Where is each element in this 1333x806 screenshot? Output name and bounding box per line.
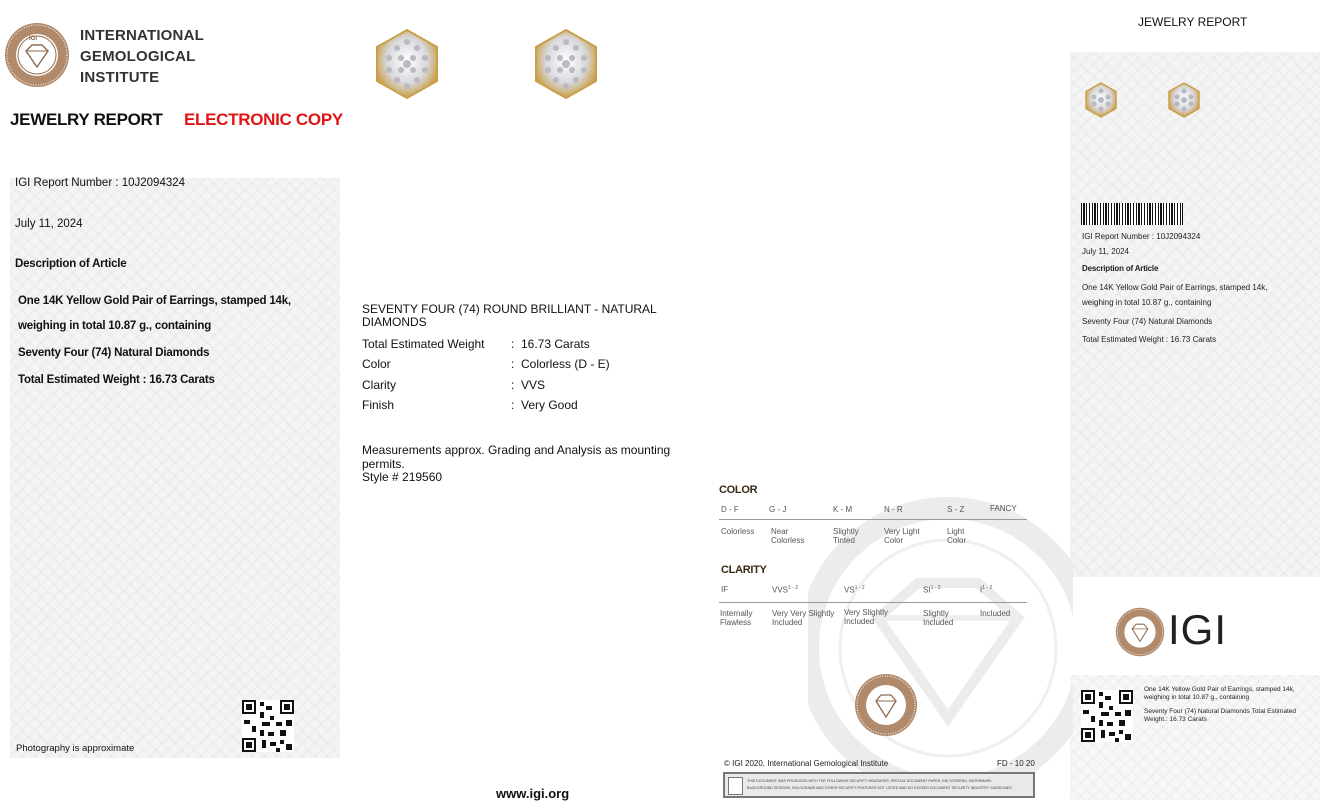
color-scale-rule [719, 519, 1027, 520]
row-value-weight: 16.73 Carats [521, 337, 590, 351]
clarity-grade-si-label: SI [923, 585, 931, 595]
clarity-grade-i [980, 585, 992, 595]
igi-seal-logo [2, 22, 72, 88]
copyright-text: © IGI 2020, International Gemological Institute [724, 759, 889, 768]
row-sep-weight: : [511, 337, 515, 351]
color-desc-light: Light Color [947, 527, 967, 545]
clarity-grade-vs-sup: 1 - 2 [854, 585, 865, 591]
color-scale-heading: COLOR [719, 484, 758, 496]
clarity-desc-vvs: Very Very Slightly Included [772, 609, 835, 627]
clarity-scale-rule [719, 602, 1027, 603]
institute-name-line1: INTERNATIONAL [80, 27, 204, 44]
clarity-grade-vs-label: VS [844, 585, 855, 595]
clarity-grade-vs [844, 585, 865, 595]
clarity-grade-vvs-sup: 1 - 2 [788, 585, 799, 591]
earring-image-left [371, 28, 443, 100]
stub-description-line2: Seventy Four (74) Natural Diamonds Total Estimated Weight.: 16.73 Carats [1144, 708, 1296, 723]
left-description-heading: Description of Article [15, 258, 127, 270]
clarity-grade-if [721, 585, 728, 594]
security-doc-icon [728, 777, 743, 795]
color-desc-very-light: Very Light Color [884, 527, 920, 545]
institute-name-line2: GEMOLOGICAL [80, 48, 196, 65]
report-barcode[interactable] [1081, 203, 1183, 225]
institute-name [80, 25, 204, 88]
measurements-note: Measurements approx. Grading and Analysis as mounting permits. [362, 443, 671, 471]
earring-image-right [530, 28, 602, 100]
igi-seal-center [854, 673, 918, 737]
security-notice-box [723, 772, 1035, 798]
row-label-color: Color [362, 357, 391, 371]
clarity-grade-vvs-label: VVS [772, 585, 789, 595]
electronic-copy-label: ELECTRONIC COPY [184, 110, 343, 129]
color-grade-nr: N - R [884, 505, 903, 514]
clarity-desc-i: Included [980, 609, 1011, 618]
row-sep-finish: : [511, 398, 515, 412]
right-report-number: IGI Report Number : 10J2094324 [1082, 232, 1201, 241]
color-desc-near-colorless: Near Colorless [771, 527, 805, 545]
row-label-clarity: Clarity [362, 378, 397, 392]
row-label-weight: Total Estimated Weight [362, 337, 485, 351]
row-value-clarity: VVS [521, 378, 546, 392]
left-report-date: July 11, 2024 [15, 218, 83, 230]
color-grade-df: D - F [721, 505, 739, 514]
right-description-line-4: Total Estimated Weight : 16.73 Carats [1082, 335, 1217, 344]
clarity-grade-si [923, 585, 941, 595]
right-description-line-1: One 14K Yellow Gold Pair of Earrings, stamped 14k, [1082, 283, 1268, 292]
row-value-color: Colorless (D - E) [521, 357, 610, 371]
seal-mark-text: IGI [29, 36, 38, 42]
form-code: FD - 10 20 [997, 759, 1035, 768]
report-type-heading: JEWELRY REPORT [10, 110, 163, 129]
clarity-desc-si: Slightly Included [923, 609, 954, 627]
security-notice-line1: THIS DOCUMENT WAS PRODUCED WITH THE FOLLOWING SECURITY MEASURES: SPECIAL DOCUMENT PAPER, INK SCREENS, WATERMARK [747, 779, 992, 783]
color-grade-gj: G - J [769, 505, 787, 514]
clarity-desc-vs: Very Slightly Included [844, 608, 889, 626]
left-report-number: IGI Report Number : 10J2094324 [15, 177, 186, 189]
clarity-scale-heading: CLARITY [721, 564, 767, 576]
left-description-line-4: Total Estimated Weight : 16.73 Carats [18, 374, 215, 386]
clarity-grade-if-label: IF [721, 585, 729, 594]
row-sep-color: : [511, 357, 515, 371]
photo-note: Photography is approximate [16, 743, 135, 754]
igi-seal-right [1115, 607, 1165, 657]
left-description-line-1: One 14K Yellow Gold Pair of Earrings, stamped 14k, [18, 295, 291, 307]
clarity-grade-si-sup: 1 - 2 [930, 585, 941, 591]
earring-thumb-right [1166, 82, 1202, 118]
color-desc-colorless: Colorless [721, 527, 755, 536]
right-report-title: JEWELRY REPORT [1138, 15, 1248, 29]
right-report-date: July 11, 2024 [1082, 247, 1129, 256]
diamond-summary-title: SEVENTY FOUR (74) ROUND BRILLIANT - NATURAL DIAMONDS [362, 302, 657, 329]
clarity-grade-i-sup: 1 - 2 [982, 585, 993, 591]
right-description-heading: Description of Article [1082, 264, 1159, 273]
qr-code-left[interactable] [242, 700, 294, 752]
row-label-finish: Finish [362, 398, 395, 412]
left-description-line-2: weighing in total 10.87 g., containing [18, 320, 212, 332]
institute-name-line3: INSTITUTE [80, 69, 160, 86]
color-grade-km: K - M [833, 505, 853, 514]
right-security-pattern [1070, 52, 1320, 577]
color-grade-fancy: FANCY [990, 504, 1017, 513]
style-number: Style # 219560 [362, 470, 443, 484]
right-description-line-2: weighing in total 10.87 g., containing [1082, 298, 1212, 307]
security-notice-line2: BACKGROUND DESIGNS, HOLOGRAMS AND OTHER SECURITY FEATURES NOT LISTED AND DO EXCEED DOCUMENT SECURITY INDUSTRY GUIDELINES. [747, 786, 1013, 790]
row-sep-clarity: : [511, 378, 515, 392]
right-description-line-3: Seventy Four (74) Natural Diamonds [1082, 317, 1213, 326]
clarity-desc-if: Internally Flawless [720, 609, 753, 627]
qr-code-right[interactable] [1081, 690, 1133, 742]
color-grade-sz: S - Z [947, 505, 965, 514]
website-link[interactable]: www.igi.org [496, 786, 570, 801]
color-desc-slightly-tinted: Slightly Tinted [833, 527, 859, 545]
clarity-grade-i-label: I [980, 585, 983, 595]
stub-description-line1: One 14K Yellow Gold Pair of Earrings, stamped 14k, weighing in total 10.87 g., containing [1144, 686, 1295, 701]
left-description-line-3: Seventy Four (74) Natural Diamonds [18, 347, 210, 359]
row-value-finish: Very Good [521, 398, 578, 412]
clarity-grade-vvs [772, 585, 798, 595]
igi-logo-text: IGI [1168, 606, 1228, 653]
earring-thumb-left [1083, 82, 1119, 118]
